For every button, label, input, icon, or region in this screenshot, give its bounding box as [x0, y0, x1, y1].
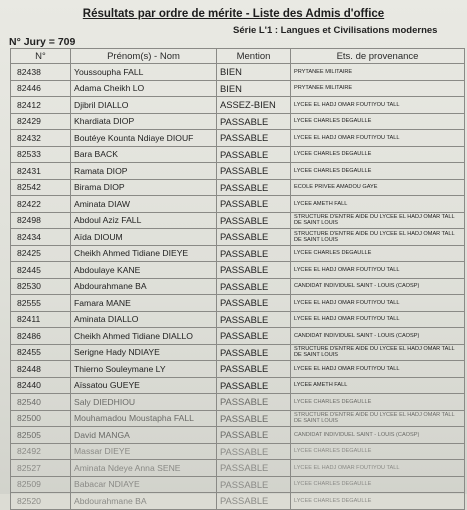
- cell-name: Massar DIEYE: [71, 443, 217, 460]
- cell-mention: ASSEZ-BIEN: [217, 97, 291, 114]
- cell-number: 82432: [11, 130, 71, 147]
- table-row: [11, 163, 465, 180]
- cell-mention: PASSABLE: [217, 476, 291, 493]
- cell-etablissement: STRUCTURE D'ENTRE AIDE DU LYCEE EL HADJ OMAR TALL DE SAINT LOUIS: [291, 410, 465, 427]
- cell-number: 82412: [11, 97, 71, 114]
- cell-etablissement: ECOLE PRIVEE AMADOU GAYE: [291, 179, 465, 196]
- cell-etablissement: LYCEE CHARLES DEGAULLE: [291, 146, 465, 163]
- cell-mention: PASSABLE: [217, 427, 291, 444]
- cell-number: 82530: [11, 278, 71, 295]
- cell-name: Birama DIOP: [71, 179, 217, 196]
- cell-number: 82425: [11, 245, 71, 262]
- cell-mention: BIEN: [217, 64, 291, 81]
- cell-number: 82509: [11, 476, 71, 493]
- cell-number: 82492: [11, 443, 71, 460]
- column-header-num: N°: [11, 49, 71, 64]
- cell-number: 82555: [11, 295, 71, 312]
- table-row: [11, 262, 465, 279]
- cell-mention: PASSABLE: [217, 344, 291, 361]
- jury-number: N° Jury = 709: [9, 36, 76, 48]
- cell-name: Babacar NDIAYE: [71, 476, 217, 493]
- cell-etablissement: LYCEE EL HADJ OMAR FOUTIYOU TALL: [291, 311, 465, 328]
- cell-mention: PASSABLE: [217, 229, 291, 246]
- table-row: [11, 460, 465, 477]
- table-row: [11, 427, 465, 444]
- cell-etablissement: LYCEE EL HADJ OMAR FOUTIYOU TALL: [291, 361, 465, 378]
- table-row: [11, 361, 465, 378]
- cell-name: Saly DIEDHIOU: [71, 394, 217, 411]
- cell-number: 82498: [11, 212, 71, 229]
- cell-number: 82486: [11, 328, 71, 345]
- table-row: [11, 476, 465, 493]
- cell-name: Khardiata DIOP: [71, 113, 217, 130]
- cell-number: 82431: [11, 163, 71, 180]
- cell-mention: PASSABLE: [217, 328, 291, 345]
- cell-name: Aminata DIAW: [71, 196, 217, 213]
- cell-etablissement: PRYTANEE MILITAIRE: [291, 64, 465, 81]
- column-header-name: Prénom(s) - Nom: [71, 49, 217, 64]
- cell-mention: PASSABLE: [217, 361, 291, 378]
- cell-number: 82505: [11, 427, 71, 444]
- table-row: [11, 146, 465, 163]
- cell-mention: PASSABLE: [217, 460, 291, 477]
- results-table: [10, 48, 465, 510]
- cell-number: 82411: [11, 311, 71, 328]
- cell-mention: PASSABLE: [217, 196, 291, 213]
- table-row: [11, 64, 465, 81]
- cell-number: 82448: [11, 361, 71, 378]
- cell-etablissement: LYCEE EL HADJ OMAR FOUTIYOU TALL: [291, 130, 465, 147]
- cell-number: 82434: [11, 229, 71, 246]
- table-row: [11, 443, 465, 460]
- cell-etablissement: LYCEE CHARLES DEGAULLE: [291, 113, 465, 130]
- cell-mention: PASSABLE: [217, 443, 291, 460]
- table-row: [11, 179, 465, 196]
- cell-mention: PASSABLE: [217, 130, 291, 147]
- page-title: Résultats par ordre de mérite - Liste des Admis d'office: [82, 8, 385, 20]
- table-header-row: [11, 49, 465, 64]
- table-row: [11, 295, 465, 312]
- cell-name: Serigne Hady NDIAYE: [71, 344, 217, 361]
- table-row: [11, 212, 465, 229]
- cell-name: Aminata DIALLO: [71, 311, 217, 328]
- cell-name: Abdourahmane BA: [71, 493, 217, 510]
- cell-mention: PASSABLE: [217, 410, 291, 427]
- table-row: [11, 328, 465, 345]
- serie-label: Série L'1 : Langues et Civilisations modernes: [233, 25, 438, 36]
- cell-number: 82527: [11, 460, 71, 477]
- table-row: [11, 278, 465, 295]
- cell-etablissement: LYCEE CHARLES DEGAULLE: [291, 443, 465, 460]
- cell-name: Abdourahmane BA: [71, 278, 217, 295]
- cell-etablissement: LYCEE EL HADJ OMAR FOUTIYOU TALL: [291, 97, 465, 114]
- cell-number: 82533: [11, 146, 71, 163]
- cell-name: Ramata DIOP: [71, 163, 217, 180]
- table-row: [11, 113, 465, 130]
- cell-mention: PASSABLE: [217, 295, 291, 312]
- cell-number: 82445: [11, 262, 71, 279]
- cell-mention: PASSABLE: [217, 245, 291, 262]
- cell-mention: PASSABLE: [217, 179, 291, 196]
- cell-number: 82440: [11, 377, 71, 394]
- cell-name: Cheikh Ahmed Tidiane DIALLO: [71, 328, 217, 345]
- cell-mention: PASSABLE: [217, 113, 291, 130]
- cell-name: Youssoupha FALL: [71, 64, 217, 81]
- cell-number: 82438: [11, 64, 71, 81]
- cell-mention: BIEN: [217, 80, 291, 97]
- cell-name: Abdoulaye KANE: [71, 262, 217, 279]
- cell-name: David MANGA: [71, 427, 217, 444]
- table-row: [11, 130, 465, 147]
- cell-etablissement: CANDIDAT INDIVIDUEL SAINT - LOUIS (CAOSP): [291, 328, 465, 345]
- table-row: [11, 80, 465, 97]
- cell-mention: PASSABLE: [217, 163, 291, 180]
- cell-name: Aïda DIOUM: [71, 229, 217, 246]
- cell-name: Adama Cheikh LO: [71, 80, 217, 97]
- table-row: [11, 493, 465, 510]
- cell-number: 82520: [11, 493, 71, 510]
- cell-number: 82455: [11, 344, 71, 361]
- cell-name: Aminata Ndeye Anna SENE: [71, 460, 217, 477]
- cell-etablissement: STRUCTURE D'ENTRE AIDE DU LYCEE EL HADJ OMAR TALL DE SAINT LOUIS: [291, 212, 465, 229]
- table-row: [11, 245, 465, 262]
- cell-name: Djibril DIALLO: [71, 97, 217, 114]
- cell-number: 82422: [11, 196, 71, 213]
- cell-etablissement: LYCEE EL HADJ OMAR FOUTIYOU TALL: [291, 295, 465, 312]
- cell-mention: PASSABLE: [217, 493, 291, 510]
- cell-mention: PASSABLE: [217, 212, 291, 229]
- cell-name: Bara BACK: [71, 146, 217, 163]
- cell-number: 82429: [11, 113, 71, 130]
- cell-etablissement: LYCEE CHARLES DEGAULLE: [291, 245, 465, 262]
- cell-number: 82446: [11, 80, 71, 97]
- cell-etablissement: LYCEE CHARLES DEGAULLE: [291, 163, 465, 180]
- cell-mention: PASSABLE: [217, 262, 291, 279]
- cell-etablissement: CANDIDAT INDIVIDUEL SAINT - LOUIS (CAOSP): [291, 427, 465, 444]
- cell-number: 82542: [11, 179, 71, 196]
- cell-etablissement: PRYTANEE MILITAIRE: [291, 80, 465, 97]
- cell-name: Abdoul Aziz FALL: [71, 212, 217, 229]
- cell-name: Boutéye Kounta Ndiaye DIOUF: [71, 130, 217, 147]
- cell-name: Famara MANE: [71, 295, 217, 312]
- cell-etablissement: STRUCTURE D'ENTRE AIDE DU LYCEE EL HADJ OMAR TALL DE SAINT LOUIS: [291, 344, 465, 361]
- table-row: [11, 196, 465, 213]
- table-row: [11, 344, 465, 361]
- cell-name: Cheikh Ahmed Tidiane DIEYE: [71, 245, 217, 262]
- cell-mention: PASSABLE: [217, 146, 291, 163]
- table-body: [11, 64, 465, 510]
- cell-etablissement: STRUCTURE D'ENTRE AIDE DU LYCEE EL HADJ OMAR TALL DE SAINT LOUIS: [291, 229, 465, 246]
- table-row: [11, 97, 465, 114]
- cell-etablissement: LYCEE CHARLES DEGAULLE: [291, 394, 465, 411]
- cell-mention: PASSABLE: [217, 278, 291, 295]
- cell-etablissement: LYCEE CHARLES DEGAULLE: [291, 493, 465, 510]
- cell-name: Aïssatou GUEYE: [71, 377, 217, 394]
- cell-etablissement: LYCEE CHARLES DEGAULLE: [291, 476, 465, 493]
- cell-mention: PASSABLE: [217, 377, 291, 394]
- cell-mention: PASSABLE: [217, 311, 291, 328]
- cell-etablissement: LYCEE EL HADJ OMAR FOUTIYOU TALL: [291, 460, 465, 477]
- table-row: [11, 311, 465, 328]
- cell-number: 82500: [11, 410, 71, 427]
- cell-mention: PASSABLE: [217, 394, 291, 411]
- cell-etablissement: CANDIDAT INDIVIDUEL SAINT - LOUIS (CAOSP): [291, 278, 465, 295]
- column-header-etab: Ets. de provenance: [291, 49, 465, 64]
- cell-name: Mouhamadou Moustapha FALL: [71, 410, 217, 427]
- cell-etablissement: LYCEE EL HADJ OMAR FOUTIYOU TALL: [291, 262, 465, 279]
- cell-etablissement: LYCEE AMETH FALL: [291, 377, 465, 394]
- cell-etablissement: LYCEE AMETH FALL: [291, 196, 465, 213]
- column-header-mention: Mention: [217, 49, 291, 64]
- cell-name: Thierno Souleymane LY: [71, 361, 217, 378]
- cell-number: 82540: [11, 394, 71, 411]
- table-row: [11, 410, 465, 427]
- table-row: [11, 377, 465, 394]
- table-row: [11, 394, 465, 411]
- table-row: [11, 229, 465, 246]
